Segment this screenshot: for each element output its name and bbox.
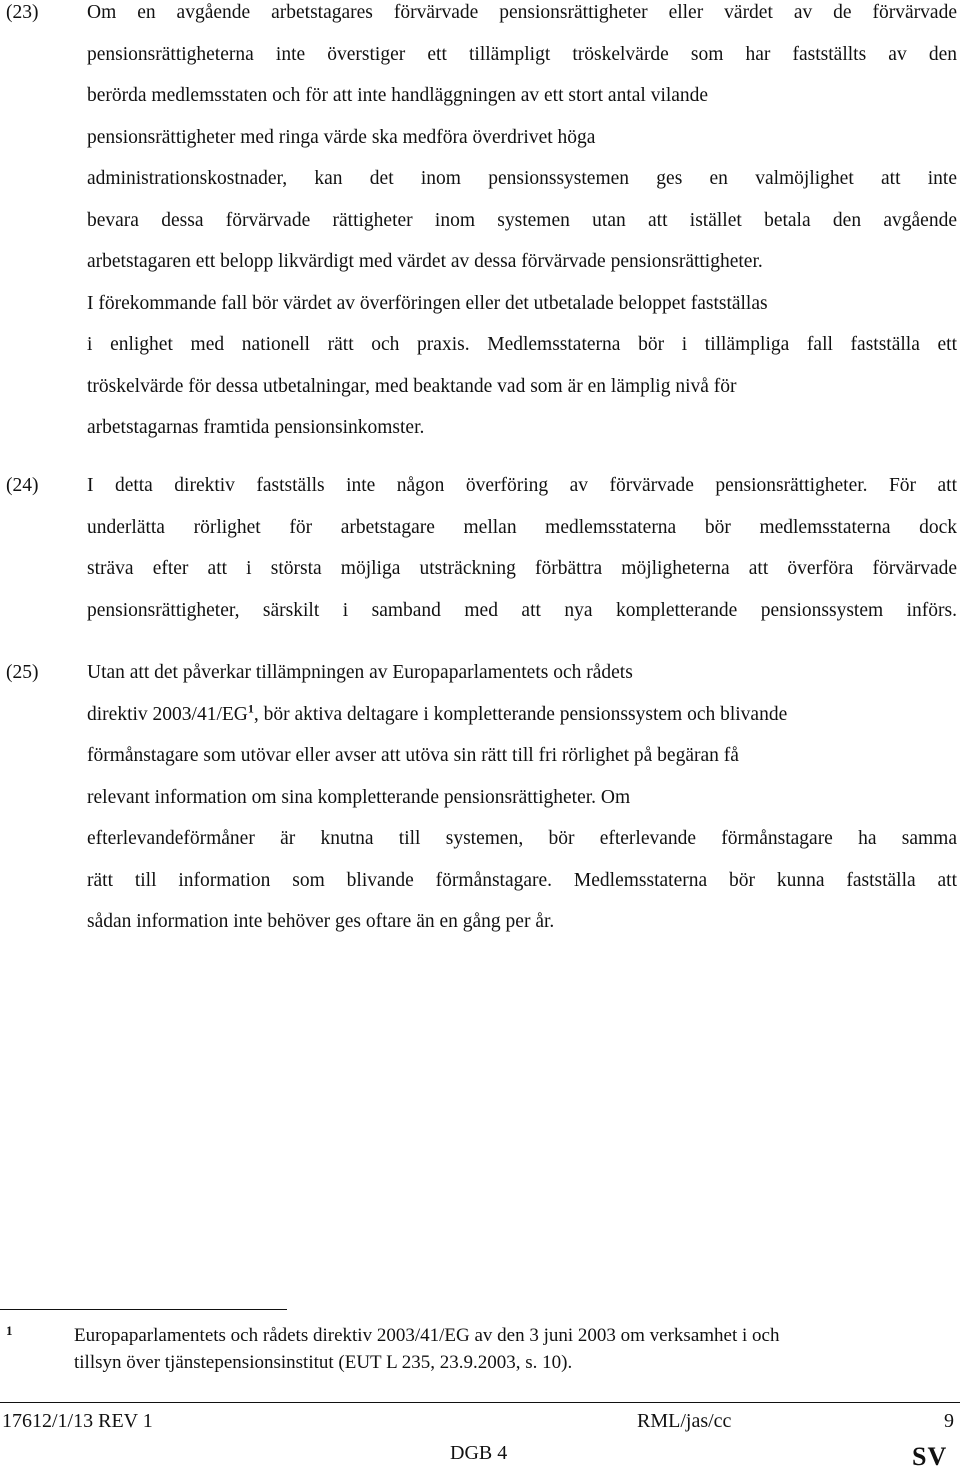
paragraph-number: (24) <box>6 475 39 496</box>
footnote-line: Europaparlamentets och rådets direktiv 2003/41/EG av den 3 juni 2003 om verksamhet i och <box>74 1325 780 1346</box>
text-line <box>87 694 957 736</box>
paragraph-number: (23) <box>6 2 39 23</box>
page-number: 9 <box>944 1410 954 1432</box>
text-line: efterlevandeförmåner är knutna till systemen, bör efterlevande förmånstagare ha samma <box>87 828 957 849</box>
text-line: sådan information inte behöver ges oftare än en gång per år. <box>87 911 555 932</box>
footnote-mark: 1 <box>6 1323 13 1338</box>
paragraph-23 <box>0 0 960 452</box>
text-line: arbetstagarnas framtida pensionsinkomster. <box>87 417 425 438</box>
text-segment: , bör aktiva deltagare i kompletterande pensionssystem och blivande <box>253 703 788 725</box>
footnote-line: tillsyn över tjänstepensionsinstitut (EUT L 235, 23.9.2003, s. 10). <box>74 1352 573 1373</box>
author-initials: RML/jas/cc <box>637 1410 732 1432</box>
footnote-separator <box>0 1309 287 1310</box>
footer-separator <box>0 1402 960 1403</box>
text-line: relevant information om sina kompletterande pensionsrättigheter. Om <box>87 786 631 808</box>
text-line: Utan att det påverkar tillämpningen av Europaparlamentets och rådets <box>87 662 633 683</box>
paragraph-number: (25) <box>6 662 39 683</box>
text-line: pensionsrättigheterna inte överstiger ett tillämpligt tröskelvärde som har fastställts av den <box>87 43 957 65</box>
text-line: sträva efter att i största möjliga utsträckning förbättra möjligheterna att överföra förvärvade <box>87 558 957 579</box>
directorate-code: DGB 4 <box>450 1442 508 1464</box>
language-code: SV <box>912 1442 948 1471</box>
paragraph-text <box>87 652 957 943</box>
text-line: bevara dessa förvärvade rättigheter inom systemen utan att istället betala den avgående <box>87 209 957 231</box>
paragraph-24 <box>0 465 960 635</box>
text-line: förmånstagare som utövar eller avser att utöva sin rätt till fri rörlighet på begäran få <box>87 745 739 766</box>
text-line: berörda medlemsstaten och för att inte handläggningen av ett stort antal vilande <box>87 85 709 106</box>
text-line: arbetstagaren ett belopp likvärdigt med värdet av dessa förvärvade pensionsrättigheter. <box>87 251 763 272</box>
paragraph-text <box>87 465 957 631</box>
paragraph-25 <box>0 652 960 952</box>
text-line: I detta direktiv fastställs inte någon överföring av förvärvade pensionsrättigheter. För att <box>87 475 957 496</box>
text-line: Om en avgående arbetstagares förvärvade pensionsrättigheter eller värdet av de förvärvade <box>87 2 957 23</box>
text-line: tröskelvärde för dessa utbetalningar, med beaktande vad som är en lämplig nivå för <box>87 375 737 397</box>
text-segment: direktiv 2003/41/EG <box>87 703 248 725</box>
text-line: i enlighet med nationell rätt och praxis. Medlemsstaterna bör i tillämpliga fall fastställa ett <box>87 334 957 355</box>
document-reference: 17612/1/13 REV 1 <box>2 1410 153 1432</box>
footnote-text <box>74 1322 960 1376</box>
text-line: rätt till information som blivande förmånstagare. Medlemsstaterna bör kunna fastställa att <box>87 869 957 891</box>
text-line: pensionsrättigheter, särskilt i samband med att nya kompletterande pensionssystem införs. <box>87 599 957 621</box>
text-line: underlätta rörlighet för arbetstagare mellan medlemsstaterna bör medlemsstaterna dock <box>87 516 957 538</box>
text-line: I förekommande fall bör värdet av överföringen eller det utbetalade beloppet fastställas <box>87 292 768 314</box>
footnote-reference[interactable]: 1 <box>247 701 254 715</box>
text-line: administrationskostnader, kan det inom pensionssystemen ges en valmöjlighet att inte <box>87 168 957 189</box>
text-line: pensionsrättigheter med ringa värde ska medföra överdrivet höga <box>87 126 596 148</box>
paragraph-text <box>87 0 957 449</box>
